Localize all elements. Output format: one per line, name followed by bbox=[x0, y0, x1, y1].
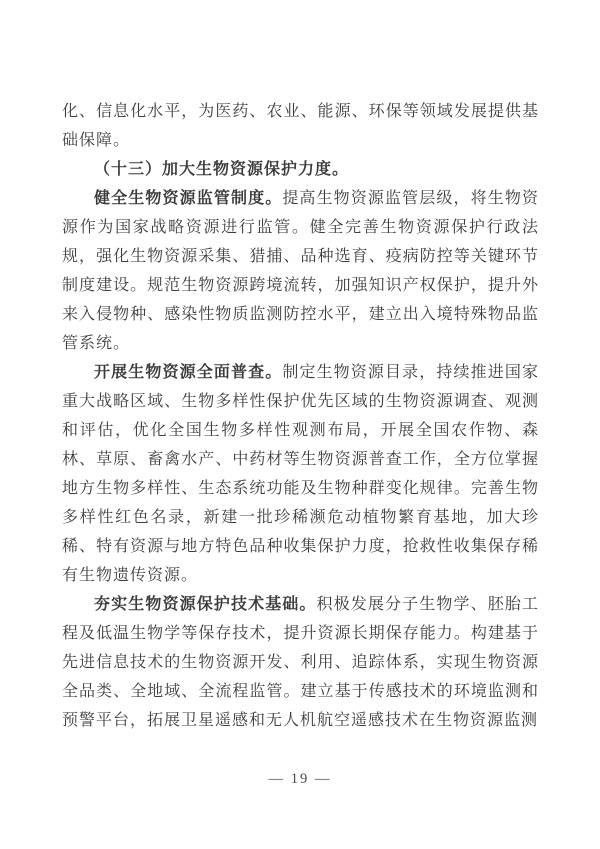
document-body bbox=[62, 97, 539, 735]
paragraph-text: 积极发展分子生物学、胚胎工程及低温生物学等保存技术，提升资源长期保存能力。构建基于先进信息技术的生物资源开发、利用、追踪体系，实现生物资源全品类、全地域、全流程监管。建立基于传感技术的环境监测和预警平台，拓展卫星遥感和无人机航空遥感技术在生物资源监测 bbox=[62, 596, 539, 729]
page-number: — 19 — bbox=[268, 771, 332, 787]
paragraph bbox=[62, 358, 539, 590]
paragraph-lead: 健全生物资源监管制度。 bbox=[94, 190, 283, 207]
section-heading: （十三）加大生物资源保护力度。 bbox=[94, 161, 350, 178]
paragraph-text: 提高生物资源监管层级，将生物资源作为国家战略资源进行监管。健全完善生物资源保护行政法规，强化生物资源采集、猎捕、品种选育、疫病防控等关键环节制度建设。规范生物资源跨境流转，加强知识产权保护，提升外来入侵物种、感染性物质监测防控水平，建立出入境特殊物品监管系统。 bbox=[62, 190, 539, 352]
paragraph-continuation bbox=[62, 97, 539, 155]
paragraph-text: 化、信息化水平，为医药、农业、能源、环保等领域发展提供基础保障。 bbox=[62, 103, 539, 149]
paragraph-lead: 开展生物资源全面普查。 bbox=[94, 364, 283, 381]
paragraph-text: 制定生物资源目录，持续推进国家重大战略区域、生物多样性保护优先区域的生物资源调查、观测和评估，优化全国生物多样性观测布局，开展全国农作物、森林、草原、畜禽水产、中药材等生物资源普查工作，全方位掌握地方生物多样性、生态系统功能及生物种群变化规律。完善生物多样性红色名录，新建一批珍稀濒危动植物繁育基地，加大珍稀、特有资源与地方特色品种收集保护力度，抢救性收集保存稀有生物遗传资源。 bbox=[62, 364, 539, 584]
paragraph-lead: 夯实生物资源保护技术基础。 bbox=[94, 596, 317, 613]
paragraph bbox=[62, 590, 539, 735]
paragraph bbox=[62, 184, 539, 358]
